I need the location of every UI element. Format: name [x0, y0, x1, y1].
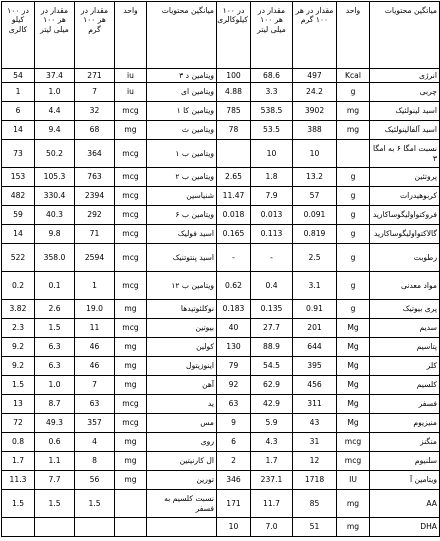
- unit-cell: g: [337, 272, 370, 300]
- per-100ml-cell: 4.4: [35, 102, 75, 121]
- table-row: [2, 83, 440, 102]
- per-100kcal-cell: 9.2: [2, 357, 35, 376]
- unit-cell: mcg: [115, 319, 147, 338]
- unit-cell: mg: [337, 102, 370, 121]
- per-100kcal-cell: 73: [2, 140, 35, 168]
- unit-cell: mg: [337, 518, 370, 537]
- header-name-cell: میانگین محتویات: [147, 2, 217, 69]
- per-100g-cell: 644: [293, 338, 337, 357]
- table-row: [2, 168, 440, 187]
- per-100ml-cell: 49.3: [35, 414, 75, 433]
- header-unit-cell: واحد: [337, 2, 370, 69]
- per-100ml-cell: 40.3: [35, 206, 75, 225]
- per-100ml-cell: 88.9: [251, 338, 293, 357]
- unit-cell: mg: [115, 376, 147, 395]
- per-100kcal-cell: 9: [217, 414, 251, 433]
- per-100ml-cell: 10: [251, 140, 293, 168]
- unit-cell: mg: [115, 357, 147, 376]
- per-100ml-cell: 7.9: [251, 187, 293, 206]
- name-cell: نوکلئوتیدها: [147, 300, 217, 319]
- per-100ml-cell: 53.5: [251, 121, 293, 140]
- unit-cell: mcg: [115, 102, 147, 121]
- name-cell: منگنز: [370, 433, 440, 452]
- unit-cell: Kcal: [337, 69, 370, 83]
- name-cell: پتاسیم: [370, 338, 440, 357]
- name-cell: ویتامین ب ۱۲: [147, 272, 217, 300]
- unit-cell: mg: [115, 300, 147, 319]
- unit-cell: g: [337, 187, 370, 206]
- name-cell: ویتامین ب ۲: [147, 168, 217, 187]
- per-100g-cell: 71: [75, 225, 115, 244]
- per-100kcal-cell: 14: [2, 121, 35, 140]
- per-100kcal-cell: 2: [217, 452, 251, 471]
- unit-cell: mg: [337, 490, 370, 518]
- per-100ml-cell: 358.0: [35, 244, 75, 272]
- per-100ml-cell: 1.7: [251, 452, 293, 471]
- per-100ml-cell: 54.5: [251, 357, 293, 376]
- per-100ml-cell: 1.0: [35, 376, 75, 395]
- per-100g-cell: 46: [75, 338, 115, 357]
- per-100g-cell: 7: [75, 376, 115, 395]
- per-100ml-cell: 11.7: [251, 490, 293, 518]
- per-100kcal-cell: 100: [217, 69, 251, 83]
- name-cell: کربوهیدرات: [370, 187, 440, 206]
- per-100g-cell: 2394: [75, 187, 115, 206]
- name-cell: مواد معدنی: [370, 272, 440, 300]
- per-100g-cell: 3.1: [293, 272, 337, 300]
- table-row: [2, 414, 440, 433]
- per-100kcal-cell: 171: [217, 490, 251, 518]
- per-100ml-cell: 1.8: [251, 168, 293, 187]
- name-cell: منیزیوم: [370, 414, 440, 433]
- per-100kcal-cell: 2.65: [217, 168, 251, 187]
- per-100g-cell: 1: [75, 272, 115, 300]
- header-unit-cell: واحد: [115, 2, 147, 69]
- table-row: [2, 206, 440, 225]
- per-100g-cell: 456: [293, 376, 337, 395]
- name-cell: ویتامین کا ۱: [147, 102, 217, 121]
- per-100g-cell: 311: [293, 395, 337, 414]
- per-100ml-cell: -: [251, 244, 293, 272]
- per-100g-cell: 0.91: [293, 300, 337, 319]
- table-row: [2, 357, 440, 376]
- unit-cell: Mg: [337, 319, 370, 338]
- per-100g-cell: 56: [75, 471, 115, 490]
- per-100ml-cell: 0.6: [35, 433, 75, 452]
- header-per-100ml-cell: مقدار در هر ۱۰۰ میلی لیتر: [35, 2, 75, 69]
- per-100ml-cell: 9.4: [35, 121, 75, 140]
- name-cell: DHA: [370, 518, 440, 537]
- per-100ml-cell: 27.7: [251, 319, 293, 338]
- per-100kcal-cell: 10: [217, 518, 251, 537]
- unit-cell: [337, 140, 370, 168]
- per-100g-cell: 46: [75, 357, 115, 376]
- name-cell: سلنیوم: [370, 452, 440, 471]
- per-100kcal-cell: 1: [2, 83, 35, 102]
- table-bottom-rule: [228, 536, 418, 537]
- header-per-100kcal-cell: در ۱۰۰ کیلو کالری: [2, 2, 35, 69]
- unit-cell: mcg: [115, 395, 147, 414]
- per-100ml-cell: 538.5: [251, 102, 293, 121]
- unit-cell: mg: [337, 121, 370, 140]
- per-100kcal-cell: 72: [2, 414, 35, 433]
- table-row: [2, 338, 440, 357]
- per-100kcal-cell: 79: [217, 357, 251, 376]
- per-100ml-cell: 1.5: [35, 319, 75, 338]
- table-row: [2, 395, 440, 414]
- per-100g-cell: 1.5: [75, 490, 115, 518]
- header-per-100kcal-cell: در ۱۰۰ کیلوکالری: [217, 2, 251, 69]
- per-100g-cell: 763: [75, 168, 115, 187]
- per-100kcal-cell: 40: [217, 319, 251, 338]
- name-cell: ویتامین ث: [147, 121, 217, 140]
- per-100ml-cell: 1.5: [35, 490, 75, 518]
- unit-cell: mg: [115, 433, 147, 452]
- per-100g-cell: 357: [75, 414, 115, 433]
- unit-cell: g: [337, 225, 370, 244]
- header-name-cell: میاتگین محتویات: [370, 2, 440, 69]
- name-cell: AA: [370, 490, 440, 518]
- name-cell: کلر: [370, 357, 440, 376]
- per-100kcal-cell: 1.5: [2, 376, 35, 395]
- name-cell: انرژی: [370, 69, 440, 83]
- per-100g-cell: 497: [293, 69, 337, 83]
- name-cell: ویتامین ب ۱: [147, 140, 217, 168]
- per-100ml-cell: 62.9: [251, 376, 293, 395]
- per-100g-cell: 12: [293, 452, 337, 471]
- per-100ml-cell: 7.0: [251, 518, 293, 537]
- per-100g-cell: 271: [75, 69, 115, 83]
- unit-cell: mcg: [115, 187, 147, 206]
- name-cell: ید: [147, 395, 217, 414]
- name-cell: کلسیم: [370, 376, 440, 395]
- per-100g-cell: 8: [75, 452, 115, 471]
- per-100g-cell: 19.0: [75, 300, 115, 319]
- per-100g-cell: 7: [75, 83, 115, 102]
- unit-cell: Mg: [337, 357, 370, 376]
- name-cell: اسید لینولئیک: [370, 102, 440, 121]
- per-100ml-cell: 6.3: [35, 357, 75, 376]
- name-cell: روی: [147, 433, 217, 452]
- per-100g-cell: 51: [293, 518, 337, 537]
- per-100kcal-cell: 153: [2, 168, 35, 187]
- name-cell: اسید پنتوتنیک: [147, 244, 217, 272]
- name-cell: پروتئین: [370, 168, 440, 187]
- unit-cell: mcg: [337, 433, 370, 452]
- per-100g-cell: 68: [75, 121, 115, 140]
- per-100g-cell: 13.2: [293, 168, 337, 187]
- unit-cell: mg: [115, 452, 147, 471]
- per-100ml-cell: 0.013: [251, 206, 293, 225]
- per-100ml-cell: [35, 518, 75, 537]
- per-100g-cell: 388: [293, 121, 337, 140]
- per-100kcal-cell: 63: [217, 395, 251, 414]
- per-100g-cell: 11: [75, 319, 115, 338]
- unit-cell: mcg: [115, 272, 147, 300]
- name-cell: رطوبت: [370, 244, 440, 272]
- table-row: [2, 490, 440, 518]
- per-100kcal-cell: 14: [2, 225, 35, 244]
- per-100kcal-cell: 59: [2, 206, 35, 225]
- per-100kcal-cell: 13: [2, 395, 35, 414]
- unit-cell: g: [337, 300, 370, 319]
- per-100kcal-cell: 522: [2, 244, 35, 272]
- per-100kcal-cell: 92: [217, 376, 251, 395]
- per-100kcal-cell: 11.3: [2, 471, 35, 490]
- per-100ml-cell: 68.6: [251, 69, 293, 83]
- table-row: [2, 69, 440, 83]
- per-100g-cell: 63: [75, 395, 115, 414]
- unit-cell: mcg: [337, 452, 370, 471]
- per-100kcal-cell: 0.018: [217, 206, 251, 225]
- nutrition-facts-table: [1, 1, 440, 537]
- name-cell: ال کارنیتین: [147, 452, 217, 471]
- unit-cell: iu: [115, 69, 147, 83]
- name-cell: ویتامین آ: [370, 471, 440, 490]
- unit-cell: g: [337, 168, 370, 187]
- unit-cell: [115, 490, 147, 518]
- per-100ml-cell: 5.9: [251, 414, 293, 433]
- table-row: [2, 433, 440, 452]
- unit-cell: iu: [115, 83, 147, 102]
- unit-cell: mcg: [115, 140, 147, 168]
- name-cell: تورین: [147, 471, 217, 490]
- unit-cell: mcg: [115, 414, 147, 433]
- per-100kcal-cell: 54: [2, 69, 35, 83]
- per-100kcal-cell: 4.88: [217, 83, 251, 102]
- per-100g-cell: 43: [293, 414, 337, 433]
- unit-cell: mg: [115, 471, 147, 490]
- unit-cell: Mg: [337, 414, 370, 433]
- unit-cell: Mg: [337, 395, 370, 414]
- per-100g-cell: 395: [293, 357, 337, 376]
- name-cell: آهن: [147, 376, 217, 395]
- per-100kcal-cell: 0.165: [217, 225, 251, 244]
- name-cell: فسفر: [370, 395, 440, 414]
- name-cell: پری بیوتیک: [370, 300, 440, 319]
- per-100kcal-cell: 11.47: [217, 187, 251, 206]
- per-100ml-cell: 0.4: [251, 272, 293, 300]
- table-row: [2, 471, 440, 490]
- name-cell: گالاکتواولیگوساکارید: [370, 225, 440, 244]
- name-cell: فروکتواولیگوساکارید: [370, 206, 440, 225]
- unit-cell: IU: [337, 471, 370, 490]
- unit-cell: [115, 518, 147, 537]
- per-100kcal-cell: 78: [217, 121, 251, 140]
- per-100g-cell: 4: [75, 433, 115, 452]
- per-100g-cell: 0.819: [293, 225, 337, 244]
- per-100g-cell: [75, 518, 115, 537]
- per-100ml-cell: 50.2: [35, 140, 75, 168]
- per-100ml-cell: 1.0: [35, 83, 75, 102]
- per-100g-cell: 85: [293, 490, 337, 518]
- per-100ml-cell: 6.3: [35, 338, 75, 357]
- per-100ml-cell: 37.4: [35, 69, 75, 83]
- per-100kcal-cell: 0.2: [2, 272, 35, 300]
- name-cell: ویتامین ای: [147, 83, 217, 102]
- table-row: [2, 272, 440, 300]
- table-row: [2, 518, 440, 537]
- per-100ml-cell: 4.3: [251, 433, 293, 452]
- per-100ml-cell: 3.3: [251, 83, 293, 102]
- table-row: [2, 376, 440, 395]
- per-100g-cell: 24.2: [293, 83, 337, 102]
- name-cell: ویتامین د ۳: [147, 69, 217, 83]
- name-cell: [147, 518, 217, 537]
- per-100kcal-cell: 9.2: [2, 338, 35, 357]
- per-100ml-cell: 42.9: [251, 395, 293, 414]
- unit-cell: mg: [115, 121, 147, 140]
- unit-cell: g: [337, 206, 370, 225]
- per-100kcal-cell: 1.5: [2, 490, 35, 518]
- per-100ml-cell: 237.1: [251, 471, 293, 490]
- name-cell: نسبت امگا ۶ به امگا ۳: [370, 140, 440, 168]
- name-cell: بیوتین: [147, 319, 217, 338]
- unit-cell: g: [337, 244, 370, 272]
- per-100ml-cell: 105.3: [35, 168, 75, 187]
- per-100ml-cell: 7.7: [35, 471, 75, 490]
- header-row: [2, 2, 440, 69]
- per-100ml-cell: 8.7: [35, 395, 75, 414]
- per-100kcal-cell: 2.3: [2, 319, 35, 338]
- per-100kcal-cell: 346: [217, 471, 251, 490]
- unit-cell: g: [337, 83, 370, 102]
- per-100g-cell: 3902: [293, 102, 337, 121]
- per-100kcal-cell: 0.183: [217, 300, 251, 319]
- table-row: [2, 121, 440, 140]
- name-cell: نسبت کلسیم به فسفر: [147, 490, 217, 518]
- per-100kcal-cell: [2, 518, 35, 537]
- name-cell: اینوزیتول: [147, 357, 217, 376]
- per-100g-cell: 10: [293, 140, 337, 168]
- table-row: [2, 140, 440, 168]
- name-cell: ویتامین ب ۶: [147, 206, 217, 225]
- per-100g-cell: 57: [293, 187, 337, 206]
- per-100g-cell: 292: [75, 206, 115, 225]
- table-row: [2, 102, 440, 121]
- unit-cell: mcg: [115, 225, 147, 244]
- unit-cell: mg: [115, 338, 147, 357]
- per-100g-cell: 2.5: [293, 244, 337, 272]
- header-per-100g-cell: مقدار در هر ۱۰۰ گرم: [75, 2, 115, 69]
- per-100kcal-cell: 482: [2, 187, 35, 206]
- name-cell: مس: [147, 414, 217, 433]
- unit-cell: Mg: [337, 376, 370, 395]
- name-cell: کولین: [147, 338, 217, 357]
- per-100kcal-cell: 0.8: [2, 433, 35, 452]
- per-100kcal-cell: 0.62: [217, 272, 251, 300]
- table-row: [2, 319, 440, 338]
- per-100kcal-cell: -: [217, 244, 251, 272]
- table-row: [2, 452, 440, 471]
- per-100kcal-cell: 785: [217, 102, 251, 121]
- per-100kcal-cell: 3.82: [2, 300, 35, 319]
- per-100kcal-cell: 6: [217, 433, 251, 452]
- header-per-100ml-cell: مقدار در هر ۱۰۰ میلی لیتر: [251, 2, 293, 69]
- per-100g-cell: 1718: [293, 471, 337, 490]
- per-100g-cell: 0.091: [293, 206, 337, 225]
- table-row: [2, 187, 440, 206]
- per-100g-cell: 201: [293, 319, 337, 338]
- per-100ml-cell: 1.1: [35, 452, 75, 471]
- per-100kcal-cell: [217, 140, 251, 168]
- unit-cell: mcg: [115, 168, 147, 187]
- unit-cell: mcg: [115, 244, 147, 272]
- per-100ml-cell: 0.1: [35, 272, 75, 300]
- table-row: [2, 244, 440, 272]
- unit-cell: mcg: [115, 206, 147, 225]
- per-100g-cell: 31: [293, 433, 337, 452]
- name-cell: چربی: [370, 83, 440, 102]
- per-100kcal-cell: 1.7: [2, 452, 35, 471]
- per-100ml-cell: 0.113: [251, 225, 293, 244]
- per-100ml-cell: 2.6: [35, 300, 75, 319]
- name-cell: اسید فولیک: [147, 225, 217, 244]
- name-cell: سدیم: [370, 319, 440, 338]
- table-row: [2, 300, 440, 319]
- per-100kcal-cell: 6: [2, 102, 35, 121]
- per-100g-cell: 364: [75, 140, 115, 168]
- per-100kcal-cell: 130: [217, 338, 251, 357]
- name-cell: شنیاسین: [147, 187, 217, 206]
- table-row: [2, 225, 440, 244]
- unit-cell: Mg: [337, 338, 370, 357]
- per-100ml-cell: 330.4: [35, 187, 75, 206]
- per-100g-cell: 2594: [75, 244, 115, 272]
- per-100ml-cell: 0.135: [251, 300, 293, 319]
- header-per-100g-cell: مقدار در هر ۱۰۰ گرم: [293, 2, 337, 69]
- per-100g-cell: 32: [75, 102, 115, 121]
- name-cell: اسید آلفالینولئیک: [370, 121, 440, 140]
- per-100ml-cell: 9.8: [35, 225, 75, 244]
